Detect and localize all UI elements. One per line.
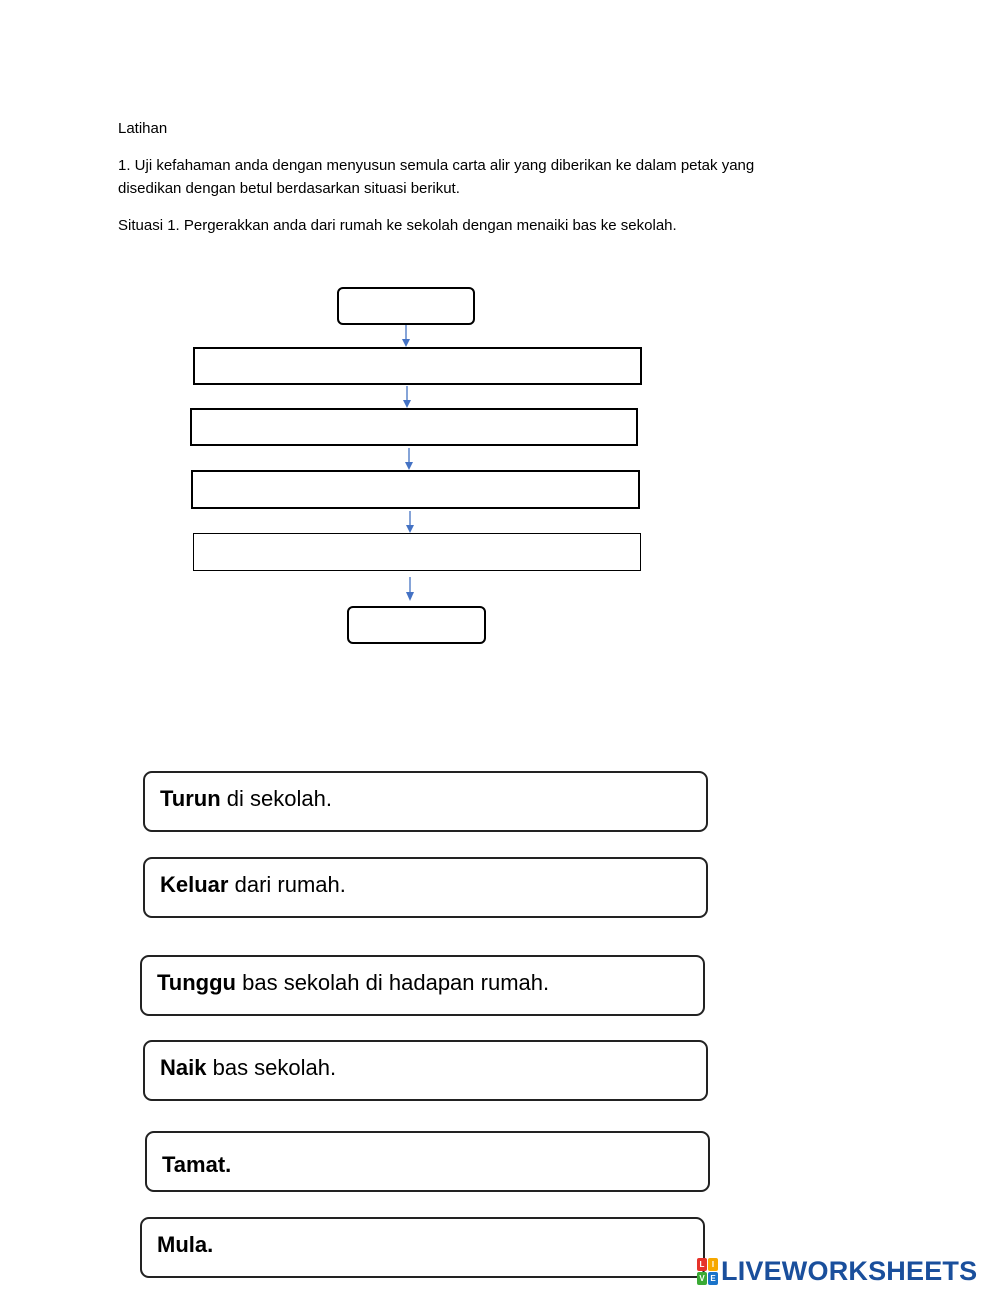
answer-card[interactable] <box>143 857 708 918</box>
card-text: bas sekolah di hadapan rumah. <box>236 970 550 995</box>
instruction-line-2: disedikan dengan betul berdasarkan situasi berikut. <box>118 180 460 197</box>
card-keyword: Naik <box>160 1055 207 1080</box>
answer-card[interactable] <box>143 1040 708 1101</box>
flow-arrow-icon <box>405 577 415 601</box>
flow-arrow-icon <box>405 511 415 533</box>
answer-card[interactable] <box>143 771 708 832</box>
liveworksheets-mark-icon: L I V E <box>697 1258 718 1285</box>
liveworksheets-logo <box>697 1256 977 1286</box>
flowchart-slot-start[interactable] <box>337 287 475 325</box>
situation-text: Situasi 1. Pergerakkan anda dari rumah ke sekolah dengan menaiki bas ke sekolah. <box>118 217 677 234</box>
flow-arrow-icon <box>401 325 411 347</box>
flowchart-slot-step-2[interactable] <box>190 408 638 446</box>
flow-arrow-icon <box>402 386 412 408</box>
card-text: dari rumah. <box>228 872 346 897</box>
answer-card[interactable] <box>145 1131 710 1192</box>
flow-arrow-icon <box>404 448 414 470</box>
answer-card[interactable] <box>140 955 705 1016</box>
card-text: bas sekolah. <box>206 1055 337 1080</box>
answer-card[interactable] <box>140 1217 705 1278</box>
card-text: di sekolah. <box>220 786 332 811</box>
flowchart-slot-step-3[interactable] <box>191 470 640 509</box>
card-keyword: Mula. <box>157 1232 214 1257</box>
card-keyword: Tunggu <box>157 970 236 995</box>
instruction-line-1: 1. Uji kefahaman anda dengan menyusun semula carta alir yang diberikan ke dalam petak yang <box>118 157 755 174</box>
flowchart-slot-step-1[interactable] <box>193 347 642 385</box>
flowchart-slot-end[interactable] <box>347 606 486 644</box>
card-keyword: Turun <box>160 786 221 811</box>
worksheet-heading: Latihan <box>118 120 168 137</box>
card-keyword: Tamat. <box>162 1152 232 1177</box>
logo-text: LIVEWORKSHEETS <box>721 1255 978 1286</box>
flowchart-slot-step-4[interactable] <box>193 533 641 571</box>
card-keyword: Keluar <box>160 872 229 897</box>
